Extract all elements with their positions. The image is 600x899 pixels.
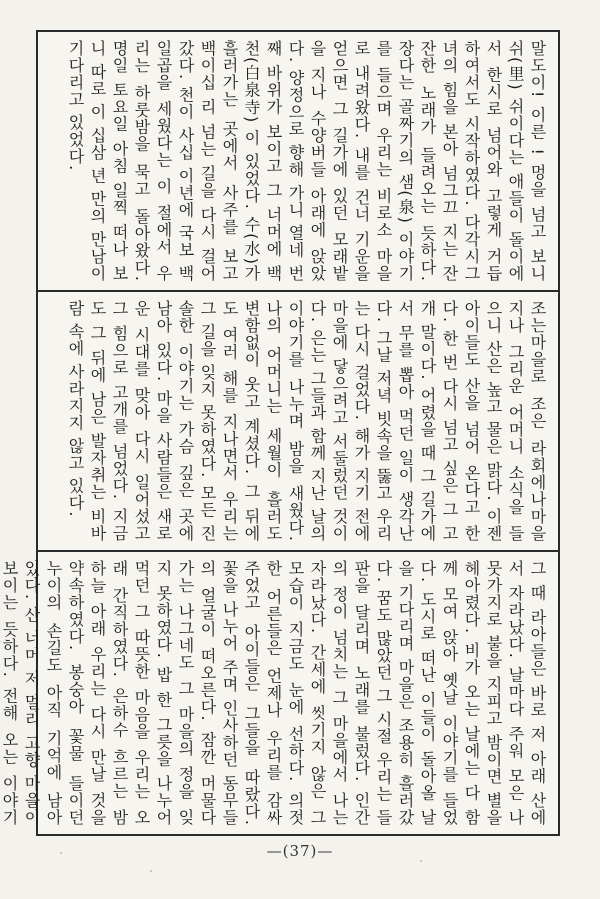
panel-2-text: 조는마을로 조은 라회에나마을 지나 그리운 어머니 소식을 들으니 산은 높고 물은 맑다. 이젠 아이들도 산을 넘어 온다고 한다. 한 번 다시 넘고 싶은 그 고개 말이다. 어렸을 때 그 길가에서 무를 뽑아 먹던 일이 생각난다. 그날 저녁 빗속을 뚫고 우리는 다시 걸었다. 해가 지기 전에 마을에 닿으려고 서둘렀던 것이다. 은는 그들과 함께 지난 날의 이야기를 나누며 밤을 새웠다. 나의 어머니는 세월이 흘러도 변함없이 웃고 계셨다. 그 뒤에도 여러 해를 지나면서 우리는 그 길을 잊지 못하였다. 모든 진솔한 이야기는 가슴 깊은 곳에 남아 있다. 마을 사람들은 새로운 시대를 맞아 다시 일어섰고 그 힘으로 고개를 넘었다. 지금도 그 뒤에 남은 발자취는 비바람 속에 사라지지 않고 있다.: [66, 300, 547, 542]
scan-speck: [60, 852, 62, 854]
text-panel-1: [38, 32, 558, 292]
panel-3-text: 그 때 라아들은 바로 저 아래 산에서 자라났다. 날마다 주워 모은 나뭇가지로 불을 지피고 밤이면 별을 헤아렸다. 비가 오는 날에는 다 함께 모여 앉아 옛날 이야기를 들었다. 도시로 떠난 이들이 돌아올 날을 기다리며 마을은 조용히 흘러갔다. 꿈도 많았던 그 시절 우리는 들판을 달리며 노래를 불렀다. 인간의 정이 넘치는 그 마을에서 나는 자라났다. 간세에 씻기지 않은 그 모습이 지금도 눈에 선하다. 의젓한 어른들은 언제나 우리를 감싸 주었고 아이들은 그들을 따랐다. 꽃을 나누어 주며 인사하던 동무들의 얼굴이 떠오른다. 잠깐 머물다 가는 나그네도 그 마을의 정을 잊지 못하였다. 밥 한 그릇을 나누어 먹던 그 따뜻한 마음을 우리는 오래 간직하였다. 은하수 흐르는 밤하늘 아래 우리는 다시 만날 것을 약속하였다. 봉숭아 꽃물 들이던 누이의 손길도 아직 기억에 남아 있다. 산 너머 저 멀리 고향 마을이 보이는 듯하다. 전해 오는 이야기: [0, 560, 547, 826]
text-panel-3: [0, 552, 558, 834]
page-frame: [0, 30, 560, 836]
scan-speck: [420, 860, 422, 862]
scan-speck: [150, 870, 152, 872]
text-panel-2: [38, 292, 558, 552]
page-number: —(37)—: [266, 842, 334, 860]
panel-1-text: 말도이! 이른 ! 멍을 넘고 보니 쉬(里) 쉬이다는 애들이 돌이에서 한시로 넘어와 고렇게 거듭 하여서도 시작하였다. 다각시그녀의 힘을 본아 넘그끄 지는 잔잔한 노래가 들려오는 듯하다. 장다는 골짜기의 샘(泉) 이야기를 들으며 우리는 비로소 마을로 내려왔다. 내를 건너 기운을 얻으면 그 길가에 있던 모래밭을 지나 수양버들 아래에 앉았다. 양정으로 향해 가니 열네 번째 바위가 보이고 그 너머에 백천(白泉寺) 이 있었다. 수(水)가 흘러가는 곳에서 사주를 보고 백이십 리 넘는 길을 다시 걸어 갔다. 천이 사십 이년에 국보 백일곱을 세웠다는 이 절에서 우리는 하룻밤을 묵고 돌아왔다. 명일 토요일 아침 일찍 떠나 보니 따로 이 십삼 년 만의 만남이 기다리고 있었다.: [66, 40, 547, 282]
